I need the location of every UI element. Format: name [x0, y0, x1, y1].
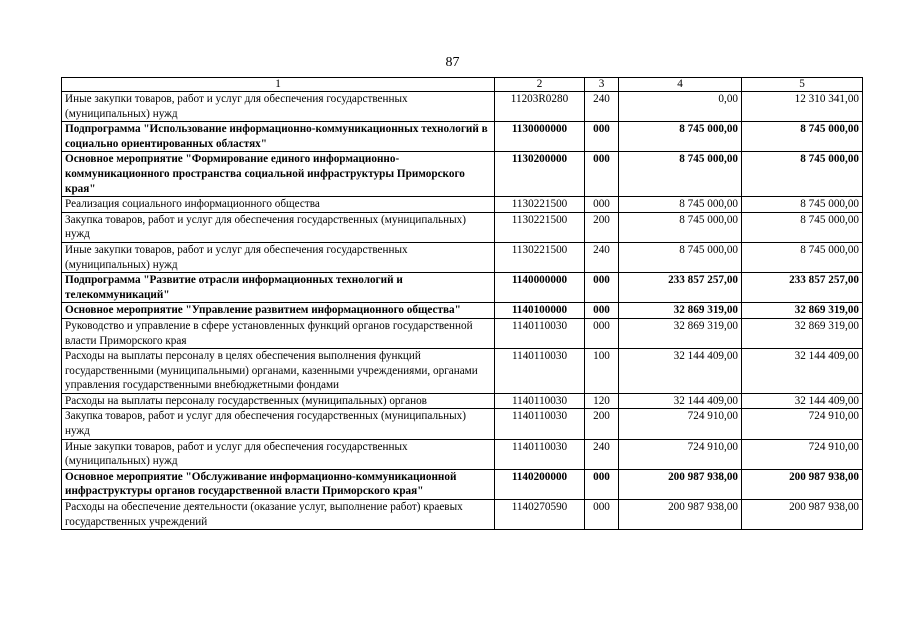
row-type-cell: 000 — [585, 152, 619, 197]
row-type-cell: 000 — [585, 122, 619, 152]
table-row — [62, 303, 863, 319]
table-body — [62, 92, 863, 530]
row-name-cell: Иные закупки товаров, работ и услуг для обеспечения государственных (муниципальных) нужд — [62, 242, 495, 272]
row-amount-col5-cell: 32 144 409,00 — [742, 393, 863, 409]
row-amount-col5-cell: 200 987 938,00 — [742, 469, 863, 499]
row-amount-col4-cell: 724 910,00 — [619, 439, 742, 469]
row-code-cell: 1140110030 — [495, 318, 585, 348]
row-amount-col4-cell: 32 869 319,00 — [619, 318, 742, 348]
row-name-cell: Подпрограмма "Развитие отрасли информационных технологий и телекоммуникаций" — [62, 273, 495, 303]
row-type-cell: 000 — [585, 469, 619, 499]
row-amount-col4-cell: 200 987 938,00 — [619, 469, 742, 499]
header-col-5: 5 — [742, 78, 863, 92]
row-code-cell: 1140110030 — [495, 393, 585, 409]
row-type-cell: 240 — [585, 439, 619, 469]
row-amount-col5-cell: 12 310 341,00 — [742, 92, 863, 122]
header-col-1: 1 — [62, 78, 495, 92]
row-amount-col5-cell: 8 745 000,00 — [742, 152, 863, 197]
table-row — [62, 349, 863, 394]
row-amount-col5-cell: 724 910,00 — [742, 409, 863, 439]
row-name-cell: Закупка товаров, работ и услуг для обеспечения государственных (муниципальных) нужд — [62, 212, 495, 242]
table-row — [62, 92, 863, 122]
row-type-cell: 120 — [585, 393, 619, 409]
row-code-cell: 1130221500 — [495, 197, 585, 213]
row-amount-col4-cell: 724 910,00 — [619, 409, 742, 439]
table-row — [62, 439, 863, 469]
row-amount-col5-cell: 8 745 000,00 — [742, 122, 863, 152]
row-code-cell: 1140110030 — [495, 349, 585, 394]
header-row — [62, 78, 863, 92]
row-type-cell: 000 — [585, 273, 619, 303]
row-type-cell: 200 — [585, 212, 619, 242]
row-amount-col4-cell: 8 745 000,00 — [619, 197, 742, 213]
row-amount-col4-cell: 0,00 — [619, 92, 742, 122]
row-amount-col4-cell: 8 745 000,00 — [619, 152, 742, 197]
table-row — [62, 152, 863, 197]
table-row — [62, 500, 863, 530]
row-code-cell: 1140270590 — [495, 500, 585, 530]
row-code-cell: 11203R0280 — [495, 92, 585, 122]
table-row — [62, 409, 863, 439]
row-amount-col5-cell: 8 745 000,00 — [742, 212, 863, 242]
table-row — [62, 197, 863, 213]
header-col-3: 3 — [585, 78, 619, 92]
header-col-2: 2 — [495, 78, 585, 92]
table-row — [62, 393, 863, 409]
row-type-cell: 240 — [585, 92, 619, 122]
row-amount-col5-cell: 32 869 319,00 — [742, 318, 863, 348]
row-amount-col5-cell: 8 745 000,00 — [742, 197, 863, 213]
row-name-cell: Реализация социального информационного общества — [62, 197, 495, 213]
row-name-cell: Расходы на выплаты персоналу государственных (муниципальных) органов — [62, 393, 495, 409]
table-row — [62, 212, 863, 242]
row-code-cell: 1130200000 — [495, 152, 585, 197]
row-name-cell: Иные закупки товаров, работ и услуг для обеспечения государственных (муниципальных) нужд — [62, 439, 495, 469]
row-amount-col4-cell: 8 745 000,00 — [619, 212, 742, 242]
row-type-cell: 000 — [585, 197, 619, 213]
row-amount-col4-cell: 8 745 000,00 — [619, 242, 742, 272]
row-amount-col5-cell: 233 857 257,00 — [742, 273, 863, 303]
table-row — [62, 122, 863, 152]
row-name-cell: Расходы на обеспечение деятельности (оказание услуг, выполнение работ) краевых государственных учреждений — [62, 500, 495, 530]
row-name-cell: Руководство и управление в сфере установленных функций органов государственной власти Приморского края — [62, 318, 495, 348]
budget-table — [61, 77, 863, 530]
row-type-cell: 200 — [585, 409, 619, 439]
row-amount-col5-cell: 200 987 938,00 — [742, 500, 863, 530]
row-name-cell: Основное мероприятие "Управление развитием информационного общества" — [62, 303, 495, 319]
row-amount-col4-cell: 32 144 409,00 — [619, 393, 742, 409]
table-row — [62, 273, 863, 303]
row-code-cell: 1130221500 — [495, 212, 585, 242]
header-col-4: 4 — [619, 78, 742, 92]
row-name-cell: Основное мероприятие "Формирование единого информационно-коммуникационного пространства социальной инфраструктуры Приморского края" — [62, 152, 495, 197]
row-amount-col4-cell: 8 745 000,00 — [619, 122, 742, 152]
row-type-cell: 100 — [585, 349, 619, 394]
row-amount-col4-cell: 32 869 319,00 — [619, 303, 742, 319]
row-amount-col4-cell: 233 857 257,00 — [619, 273, 742, 303]
row-amount-col5-cell: 32 869 319,00 — [742, 303, 863, 319]
row-amount-col4-cell: 32 144 409,00 — [619, 349, 742, 394]
row-amount-col5-cell: 724 910,00 — [742, 439, 863, 469]
row-code-cell: 1140200000 — [495, 469, 585, 499]
row-amount-col5-cell: 32 144 409,00 — [742, 349, 863, 394]
row-code-cell: 1140110030 — [495, 439, 585, 469]
row-name-cell: Закупка товаров, работ и услуг для обеспечения государственных (муниципальных) нужд — [62, 409, 495, 439]
row-name-cell: Основное мероприятие "Обслуживание информационно-коммуникационной инфраструктуры органов государственной власти Приморского края" — [62, 469, 495, 499]
row-code-cell: 1140100000 — [495, 303, 585, 319]
table-row — [62, 469, 863, 499]
row-type-cell: 240 — [585, 242, 619, 272]
row-code-cell: 1130000000 — [495, 122, 585, 152]
row-type-cell: 000 — [585, 303, 619, 319]
row-type-cell: 000 — [585, 318, 619, 348]
row-name-cell: Иные закупки товаров, работ и услуг для обеспечения государственных (муниципальных) нужд — [62, 92, 495, 122]
row-code-cell: 1130221500 — [495, 242, 585, 272]
table-row — [62, 242, 863, 272]
row-code-cell: 1140110030 — [495, 409, 585, 439]
table-row — [62, 318, 863, 348]
row-name-cell: Подпрограмма "Использование информационно-коммуникационных технологий в социально ориентированных областях" — [62, 122, 495, 152]
row-name-cell: Расходы на выплаты персоналу в целях обеспечения выполнения функций государственными (муниципальными) органами, казенными учреждениями, органами управления государственными внебюджетными фондами — [62, 349, 495, 394]
row-amount-col5-cell: 8 745 000,00 — [742, 242, 863, 272]
row-type-cell: 000 — [585, 500, 619, 530]
row-amount-col4-cell: 200 987 938,00 — [619, 500, 742, 530]
row-code-cell: 1140000000 — [495, 273, 585, 303]
page-number: 87 — [445, 55, 460, 70]
